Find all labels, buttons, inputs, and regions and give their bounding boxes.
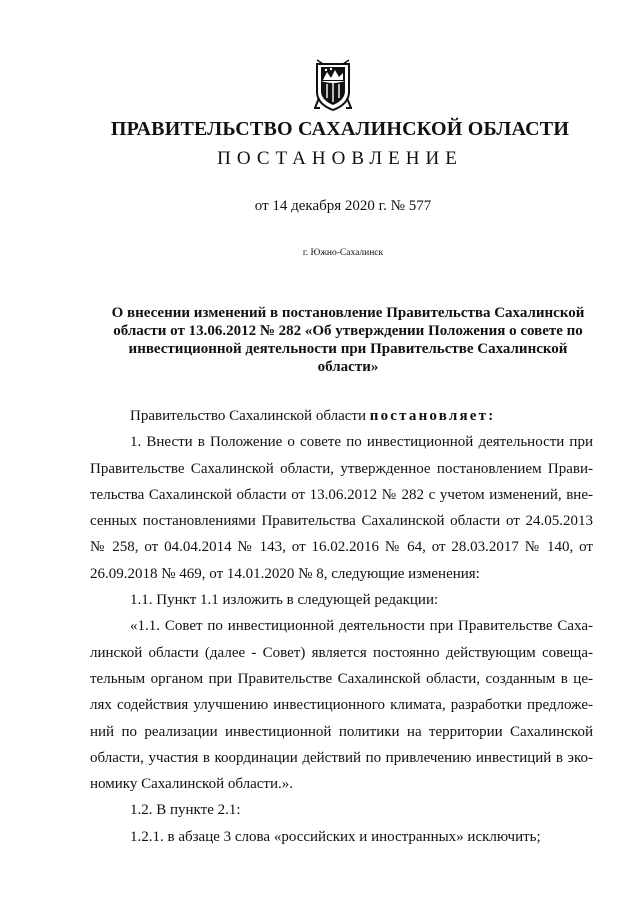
subject-line: инвестиционной деятельности при Правительстве Сахалинской bbox=[128, 341, 568, 357]
subject-line: О внесении изменений в постановление Правительства Сахалинской bbox=[111, 305, 585, 321]
body-line: номику Сахалинской области.». bbox=[90, 776, 293, 793]
body-line: 1. Внести в Положение о совете по инвестиционной деятельности при bbox=[130, 434, 593, 451]
body-line: тельным органом при Правительстве Сахалинской области, созданным в це- bbox=[90, 670, 593, 687]
body-line: 1.2. В пункте 2.1: bbox=[130, 802, 241, 819]
document-body bbox=[90, 403, 593, 850]
subject-line: области от 13.06.2012 № 282 «Об утверждении Положения о совете по bbox=[113, 323, 583, 339]
body-line: тельства Сахалинской области от 13.06.2012 № 282 с учетом изменений, вне- bbox=[90, 486, 593, 503]
intro-text: Правительство Сахалинской области bbox=[130, 408, 366, 424]
body-line: сенных постановлениями Правительства Сахалинской области от 24.05.2013 bbox=[90, 513, 593, 530]
document-date-number: от 14 декабря 2020 г. № 577 bbox=[254, 198, 432, 214]
body-line: ний по реализации инвестиционной политики на территории Сахалинской bbox=[90, 723, 593, 740]
body-line: 26.09.2018 № 469, от 14.01.2020 № 8, следующие изменения: bbox=[90, 565, 480, 582]
body-line: 1.2.1. в абзаце 3 слова «российских и иностранных» исключить; bbox=[130, 828, 541, 845]
document-subject bbox=[98, 304, 598, 376]
government-title: ПРАВИТЕЛЬСТВО САХАЛИНСКОЙ ОБЛАСТИ bbox=[110, 118, 570, 140]
body-line: № 258, от 04.04.2014 № 143, от 16.02.2016 № 64, от 28.03.2017 № 140, от bbox=[90, 539, 593, 556]
document-city: г. Южно-Сахалинск bbox=[302, 248, 384, 258]
intro-line bbox=[90, 403, 593, 429]
body-line: Правительстве Сахалинской области, утвержденное постановлением Прави- bbox=[90, 460, 593, 477]
body-line: лях содействия улучшению инвестиционного климата, разработки предложе- bbox=[90, 697, 593, 714]
coat-of-arms-emblem bbox=[313, 58, 353, 112]
body-line: «1.1. Совет по инвестиционной деятельности при Правительстве Саха- bbox=[130, 618, 593, 635]
subject-line: области» bbox=[317, 359, 379, 375]
intro-verb: постановляет: bbox=[369, 408, 496, 424]
body-line: 1.1. Пункт 1.1 изложить в следующей редакции: bbox=[130, 592, 439, 609]
document-type: ПОСТАНОВЛЕНИЕ bbox=[217, 148, 463, 169]
body-line: области, участия в координации действий по привлечению инвестиций в эко- bbox=[90, 749, 593, 766]
body-line: линской области (далее - Совет) является постоянно действующим совеща- bbox=[90, 644, 593, 661]
